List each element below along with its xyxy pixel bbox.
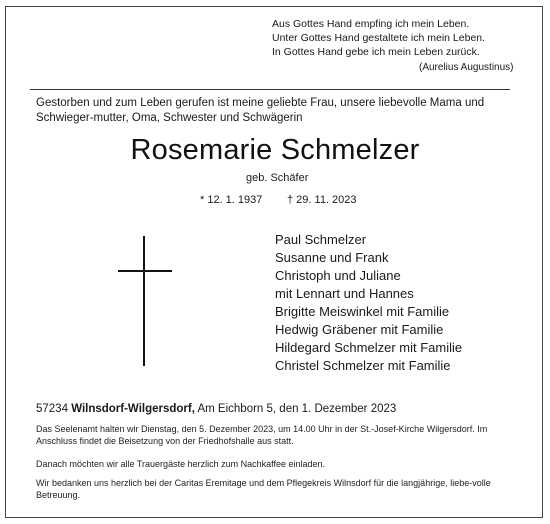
mourner: Brigitte Meiswinkel mit Familie [275, 304, 450, 319]
mourner: Christoph und Juliane [275, 268, 401, 283]
intro-text: Gestorben und zum Leben gerufen ist meine geliebte Frau, unsere liebevolle Mama und Schwieger-mutter, Oma, Schwester und Schwägerin [36, 97, 485, 124]
mourner: mit Lennart und Hannes [275, 286, 414, 301]
zip-code: 57234 [36, 403, 68, 415]
mourner: Christel Schmelzer mit Familie [275, 358, 451, 373]
divider [30, 89, 510, 90]
address-date: Am Eichborn 5, den 1. Dezember 2023 [197, 403, 397, 415]
thanks-paragraph: Wir bedanken uns herzlich bei der Caritas Eremitage und dem Pflegekreis Wilnsdorf für die langjährige, liebe-volle Betreuung. [36, 478, 491, 500]
mourner: Susanne und Frank [275, 250, 389, 265]
invitation-paragraph: Danach möchten wir alle Trauergäste herzlich zum Nachkaffee einladen. [36, 459, 325, 469]
mourner: Paul Schmelzer [275, 232, 367, 247]
service-paragraph: Das Seelenamt halten wir Dienstag, den 5. Dezember 2023, um 14.00 Uhr in der St.-Josef-Kirche Wilgersdorf. Im Anschluss findet die Beisetzung von der Friedhofshalle aus statt. [36, 424, 488, 446]
mourner: Hildegard Schmelzer mit Familie [275, 340, 463, 355]
birth-name: geb. Schäfer [246, 172, 309, 184]
quote-line: In Gottes Hand gebe ich mein Leben zurück. [272, 46, 480, 58]
deceased-name: Rosemarie Schmelzer [130, 134, 420, 166]
quote-line: Unter Gottes Hand gestaltete ich mein Leben. [272, 32, 486, 44]
birth-date: * 12. 1. 1937 [200, 194, 263, 206]
cross-icon [118, 236, 172, 366]
mourners-list [275, 231, 462, 375]
place-date-line [36, 403, 396, 415]
quote-author: (Aurelius Augustinus) [419, 62, 514, 73]
quote-block [272, 17, 542, 73]
mourner: Hedwig Gräbener mit Familie [275, 322, 444, 337]
town: Wilnsdorf-Wilgersdorf, [71, 403, 195, 415]
death-date: † 29. 11. 2023 [287, 194, 357, 206]
quote-line: Aus Gottes Hand empfing ich mein Leben. [272, 18, 470, 30]
